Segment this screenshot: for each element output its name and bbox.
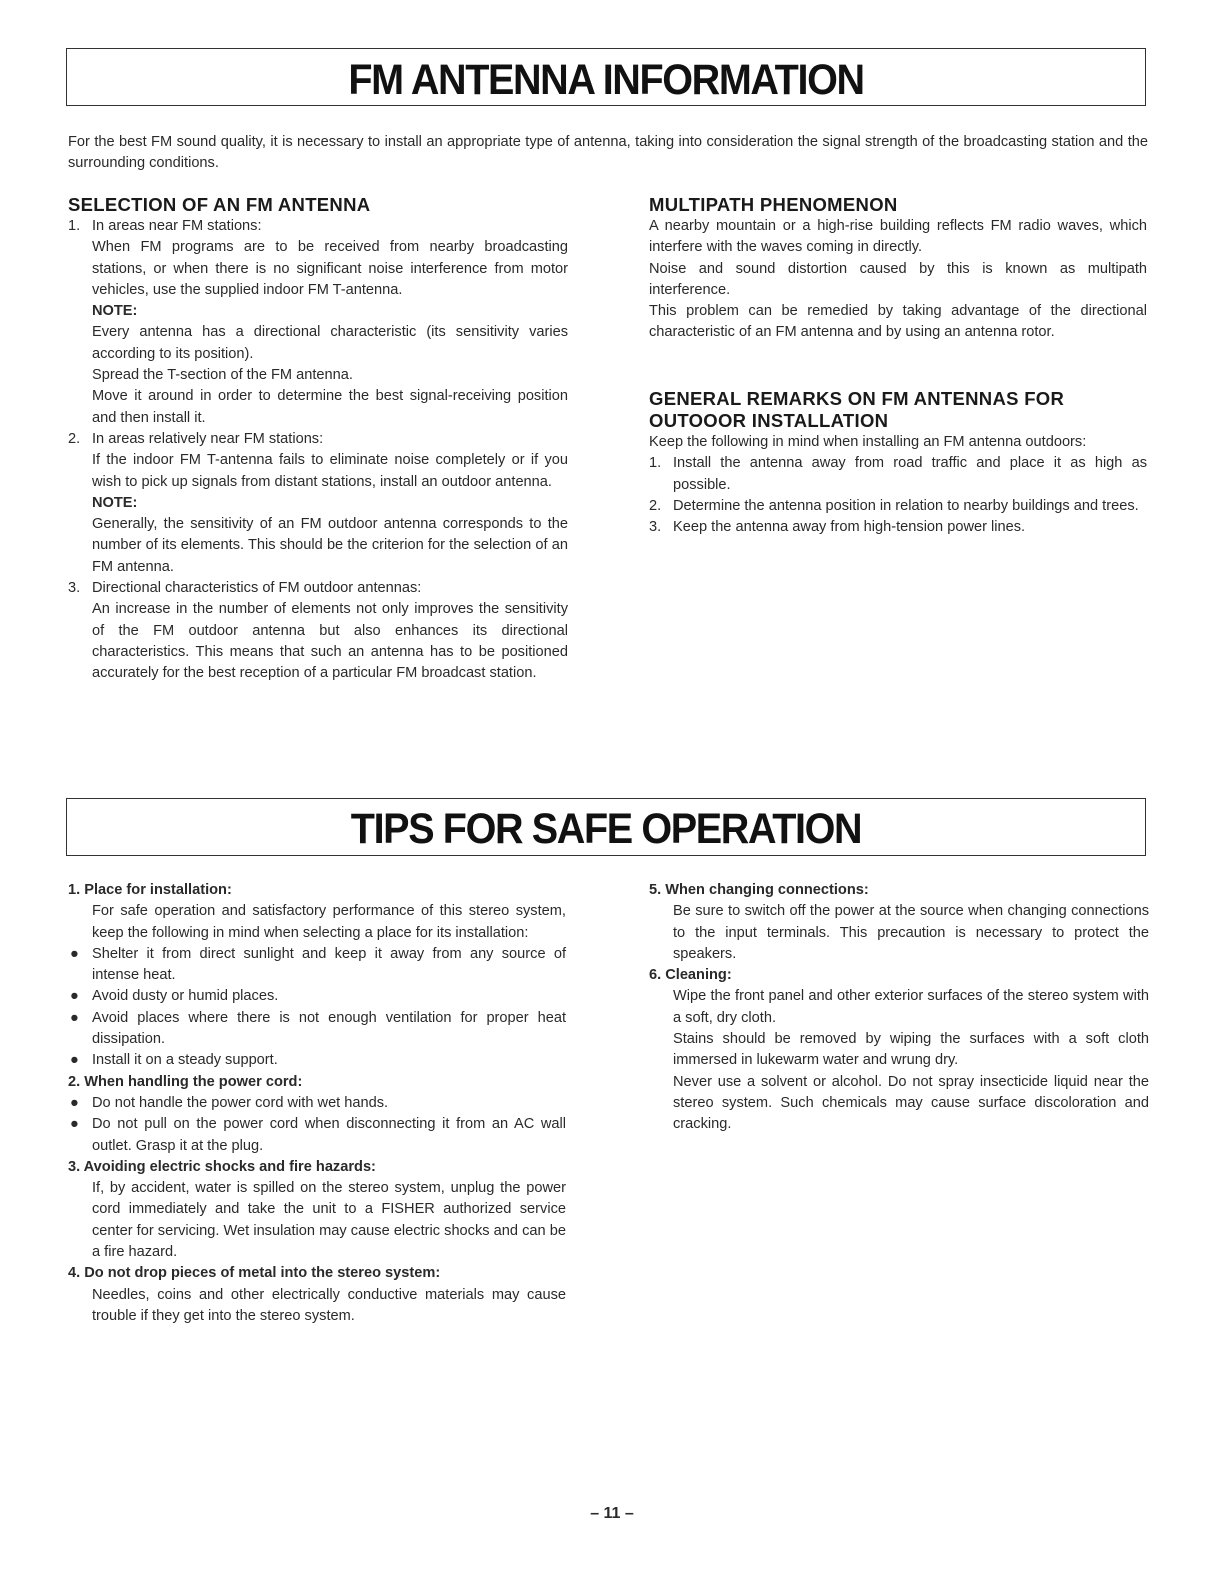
remarks-list [649, 453, 1147, 538]
item-number: 2. [68, 430, 81, 447]
bullet-icon: ● [70, 945, 79, 962]
multipath-paragraph: Noise and sound distortion caused by this is known as multipath interference. [649, 260, 1147, 298]
tip-cleaning-title: 6. Cleaning: [649, 967, 732, 984]
multipath-paragraph: A nearby mountain or a high-rise building reflects FM radio waves, which interfere with the waves coming in directly. [649, 218, 1147, 256]
item-body: If the indoor FM T-antenna fails to eliminate noise completely or if you wish to pick up signals from distant stations, install an outdoor antenna. [92, 452, 568, 490]
remarks-intro: Keep the following in mind when installing an FM antenna outdoors: [649, 434, 1087, 450]
bullet-item [68, 1050, 566, 1071]
bullet-text: Shelter it from direct sunlight and keep it away from any source of intense heat. [92, 945, 566, 984]
tip-shock-body: If, by accident, water is spilled on the stereo system, unplug the power cord immediately and take the unit to a FISHER authorized service center for servicing. Wet insulation may cause electric shocks and can be a fire hazard. [92, 1180, 566, 1261]
selection-section [68, 194, 568, 685]
item-number: 3. [649, 519, 662, 536]
bullet-item [68, 986, 566, 1007]
remarks-item [649, 496, 1147, 517]
remarks-section [649, 388, 1147, 538]
bullet-icon: ● [70, 1094, 79, 1111]
note-line: Move it around in order to determine the best signal-receiving position and then install it. [92, 388, 568, 426]
remarks-item [649, 517, 1147, 538]
note-line: Every antenna has a directional characteristic (its sensitivity varies according to its position). [92, 324, 568, 362]
item-number: 1. [649, 455, 662, 472]
note-label: NOTE: [92, 303, 138, 320]
bullet-item [68, 1114, 566, 1157]
selection-list [68, 216, 568, 685]
bullet-icon: ● [70, 1052, 79, 1069]
multipath-section [649, 194, 1147, 344]
item-title: In areas near FM stations: [92, 218, 262, 234]
tips-title: TIPS FOR SAFE OPERATION [350, 805, 862, 853]
item-number: 3. [68, 580, 81, 597]
page-number: – 11 – [590, 1505, 634, 1522]
selection-item-2 [68, 429, 568, 578]
note-line: Generally, the sensitivity of an FM outdoor antenna corresponds to the number of its elements. This should be the criterion for the selection of an FM antenna. [92, 516, 568, 575]
bullet-text: Avoid places where there is not enough ventilation for proper heat dissipation. [92, 1009, 566, 1048]
bullet-text: Do not handle the power cord with wet hands. [92, 1094, 389, 1111]
bullet-icon: ● [70, 988, 79, 1005]
selection-heading: SELECTION OF AN FM ANTENNA [68, 194, 371, 215]
fm-antenna-title-box [66, 48, 1146, 106]
tip-connections-title: 5. When changing connections: [649, 882, 869, 898]
bullet-item [68, 1093, 566, 1114]
item-body: When FM programs are to be received from nearby broadcasting stations, or when there is no significant noise interference from motor vehicles, use the supplied indoor FM T-antenna. [92, 239, 568, 298]
bullet-item [68, 1008, 566, 1051]
fm-intro-paragraph: For the best FM sound quality, it is necessary to install an appropriate type of antenna, taking into consideration the signal strength of the broadcasting station and the surrounding conditions. [68, 134, 1148, 171]
selection-item-1 [68, 216, 568, 429]
remarks-heading: GENERAL REMARKS ON FM ANTENNAS FOR OUTOOOR INSTALLATION [649, 388, 1065, 431]
item-title: Directional characteristics of FM outdoor antennas: [92, 580, 422, 597]
tip-place-bullets [68, 944, 566, 1072]
remarks-item-text: Install the antenna away from road traffic and place it as high as possible. [673, 455, 1147, 493]
tip-place-title: 1. Place for installation: [68, 882, 232, 898]
tips-right-column [649, 880, 1149, 1136]
remarks-item-text: Determine the antenna position in relation to nearby buildings and trees. [673, 497, 1139, 514]
selection-item-3 [68, 578, 568, 684]
tip-connections-body: Be sure to switch off the power at the source when changing connections to the input terminals. This precaution is necessary to protect the speakers. [673, 903, 1149, 962]
tip-cleaning-paragraph: Never use a solvent or alcohol. Do not spray insecticide liquid near the stereo system. Such chemicals may cause surface discoloration and cracking. [673, 1073, 1149, 1133]
remarks-item [649, 453, 1147, 496]
note-line: Spread the T-section of the FM antenna. [92, 367, 353, 384]
remarks-item-text: Keep the antenna away from high-tension power lines. [673, 519, 1026, 536]
tip-metal-body: Needles, coins and other electrically conductive materials may cause trouble if they get into the stereo system. [92, 1286, 566, 1324]
item-number: 2. [649, 497, 662, 514]
tip-shock-title: 3. Avoiding electric shocks and fire hazards: [68, 1158, 376, 1175]
fm-antenna-title: FM ANTENNA INFORMATION [348, 56, 864, 104]
bullet-text: Do not pull on the power cord when disconnecting it from an AC wall outlet. Grasp it at the plug. [92, 1116, 566, 1154]
tips-left-column [68, 880, 566, 1327]
tips-title-box [66, 798, 1146, 856]
tip-metal-title: 4. Do not drop pieces of metal into the stereo system: [68, 1265, 441, 1282]
bullet-text: Avoid dusty or humid places. [92, 988, 279, 1005]
multipath-paragraph: This problem can be remedied by taking advantage of the directional characteristic of an FM antenna and by using an antenna rotor. [649, 303, 1147, 341]
item-body: An increase in the number of elements not only improves the sensitivity of the FM outdoor antenna but also enhances its directional characteristics. This means that such an antenna has to be positioned accurately for the best reception of a particular FM broadcast station. [92, 601, 568, 682]
item-title: In areas relatively near FM stations: [92, 430, 324, 447]
tip-place-body: For safe operation and satisfactory performance of this stereo system, keep the following in mind when selecting a place for its installation: [92, 903, 566, 941]
multipath-heading: MULTIPATH PHENOMENON [649, 194, 898, 215]
note-label: NOTE: [92, 494, 138, 511]
bullet-icon: ● [70, 1009, 79, 1026]
bullet-text: Install it on a steady support. [92, 1052, 278, 1069]
tip-cleaning-paragraph: Wipe the front panel and other exterior surfaces of the stereo system with a soft, dry cloth. [673, 988, 1149, 1026]
tip-power-bullets [68, 1093, 566, 1157]
bullet-icon: ● [70, 1116, 79, 1133]
tip-power-title: 2. When handling the power cord: [68, 1073, 303, 1090]
tip-cleaning-paragraph: Stains should be removed by wiping the surfaces with a soft cloth immersed in lukewarm water and wrung dry. [673, 1031, 1149, 1069]
item-number: 1. [68, 218, 81, 234]
bullet-item [68, 944, 566, 987]
